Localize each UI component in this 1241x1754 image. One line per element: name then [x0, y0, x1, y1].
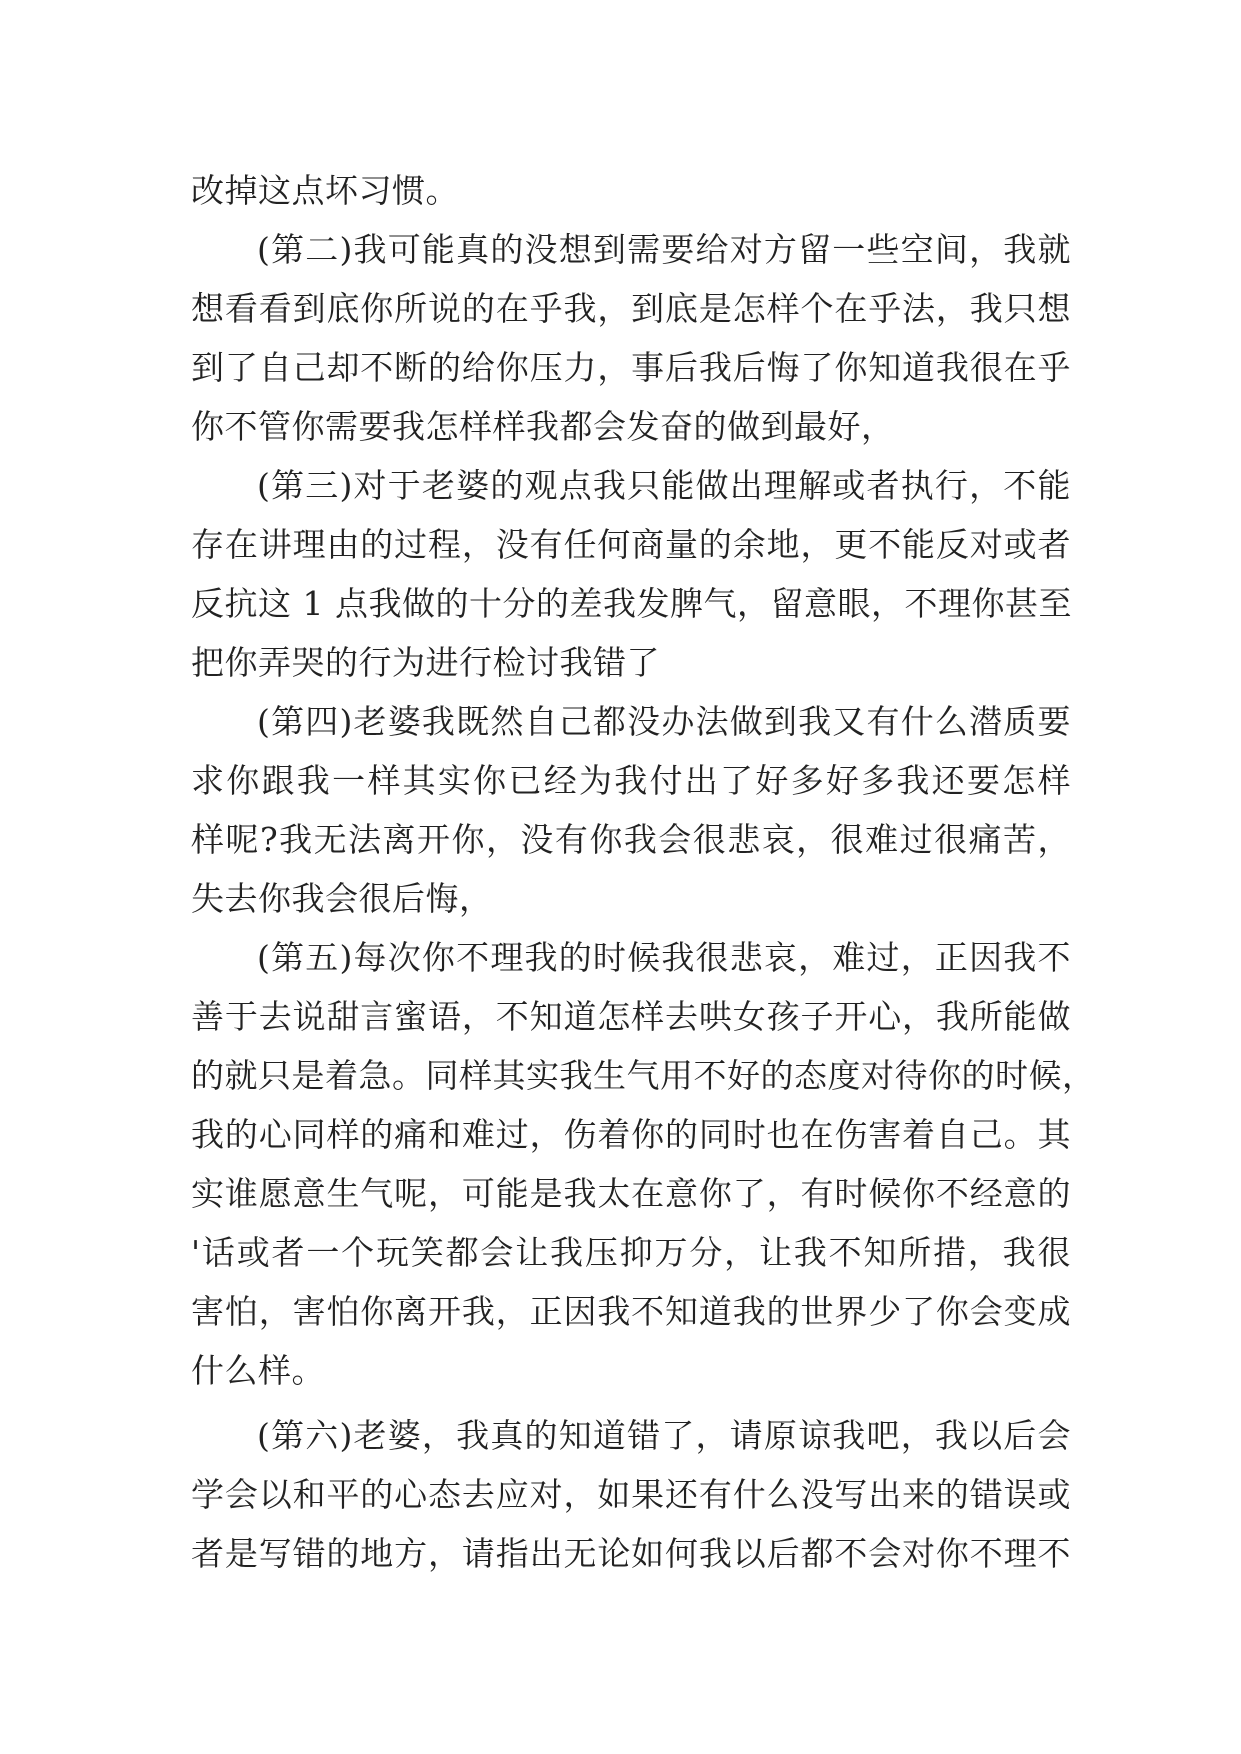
- text-line: 者是写错的地方，请指出无论如何我以后都不会对你不理不: [191, 1534, 1071, 1573]
- text-line: 求你跟我一样其实你已经为我付出了好多好多我还要怎样: [191, 761, 1071, 800]
- text-line: 实谁愿意生气呢，可能是我太在意你了，有时候你不经意的: [191, 1174, 1071, 1213]
- paragraph-4-first-line: (第四)老婆我既然自己都没办法做到我又有什么潜质要: [257, 702, 1071, 741]
- paragraph-5-first-line: (第五)每次你不理我的时候我很悲哀，难过，正因我不: [257, 938, 1071, 977]
- text-line: 害怕，害怕你离开我，正因我不知道我的世界少了你会变成: [191, 1292, 1071, 1331]
- text-line: 你不管你需要我怎样样我都会发奋的做到最好，: [191, 407, 895, 446]
- text-line: 存在讲理由的过程，没有任何商量的余地，更不能反对或者: [191, 525, 1071, 564]
- paragraph-3-first-line: (第三)对于老婆的观点我只能做出理解或者执行，不能: [257, 466, 1071, 505]
- text-line: 学会以和平的心态去应对，如果还有什么没写出来的错误或: [191, 1475, 1071, 1514]
- text-line: 什么样。: [191, 1351, 325, 1390]
- text-line: 想看看到底你所说的在乎我，到底是怎样个在乎法，我只想: [191, 289, 1071, 328]
- document-body: [191, 161, 1096, 1583]
- paragraph-2-first-line: (第二)我可能真的没想到需要给对方留一些空间，我就: [257, 230, 1071, 269]
- text-line: 到了自己却不断的给你压力，事后我后悔了你知道我很在乎: [191, 348, 1071, 387]
- text-line: 善于去说甜言蜜语，不知道怎样去哄女孩子开心，我所能做: [191, 997, 1071, 1036]
- text-line: 把你弄哭的行为进行检讨我错了: [191, 643, 660, 682]
- text-line: '话或者一个玩笑都会让我压抑万分，让我不知所措，我很: [191, 1233, 1071, 1272]
- text-line: 失去你我会很后悔，: [191, 879, 493, 918]
- text-line: 我的心同样的痛和难过，伤着你的同时也在伤害着自己。其: [191, 1115, 1071, 1154]
- text-line: 改掉这点坏习惯。: [191, 171, 459, 210]
- text-line: 反抗这 1 点我做的十分的差我发脾气，留意眼，不理你甚至: [191, 584, 1072, 623]
- text-line: 样呢?我无法离开你，没有你我会很悲哀，很难过很痛苦，: [191, 820, 1071, 859]
- paragraph-6-first-line: (第六)老婆，我真的知道错了，请原谅我吧，我以后会: [257, 1416, 1071, 1455]
- text-line: 的就只是着急。同样其实我生气用不好的态度对待你的时候，: [191, 1056, 1096, 1095]
